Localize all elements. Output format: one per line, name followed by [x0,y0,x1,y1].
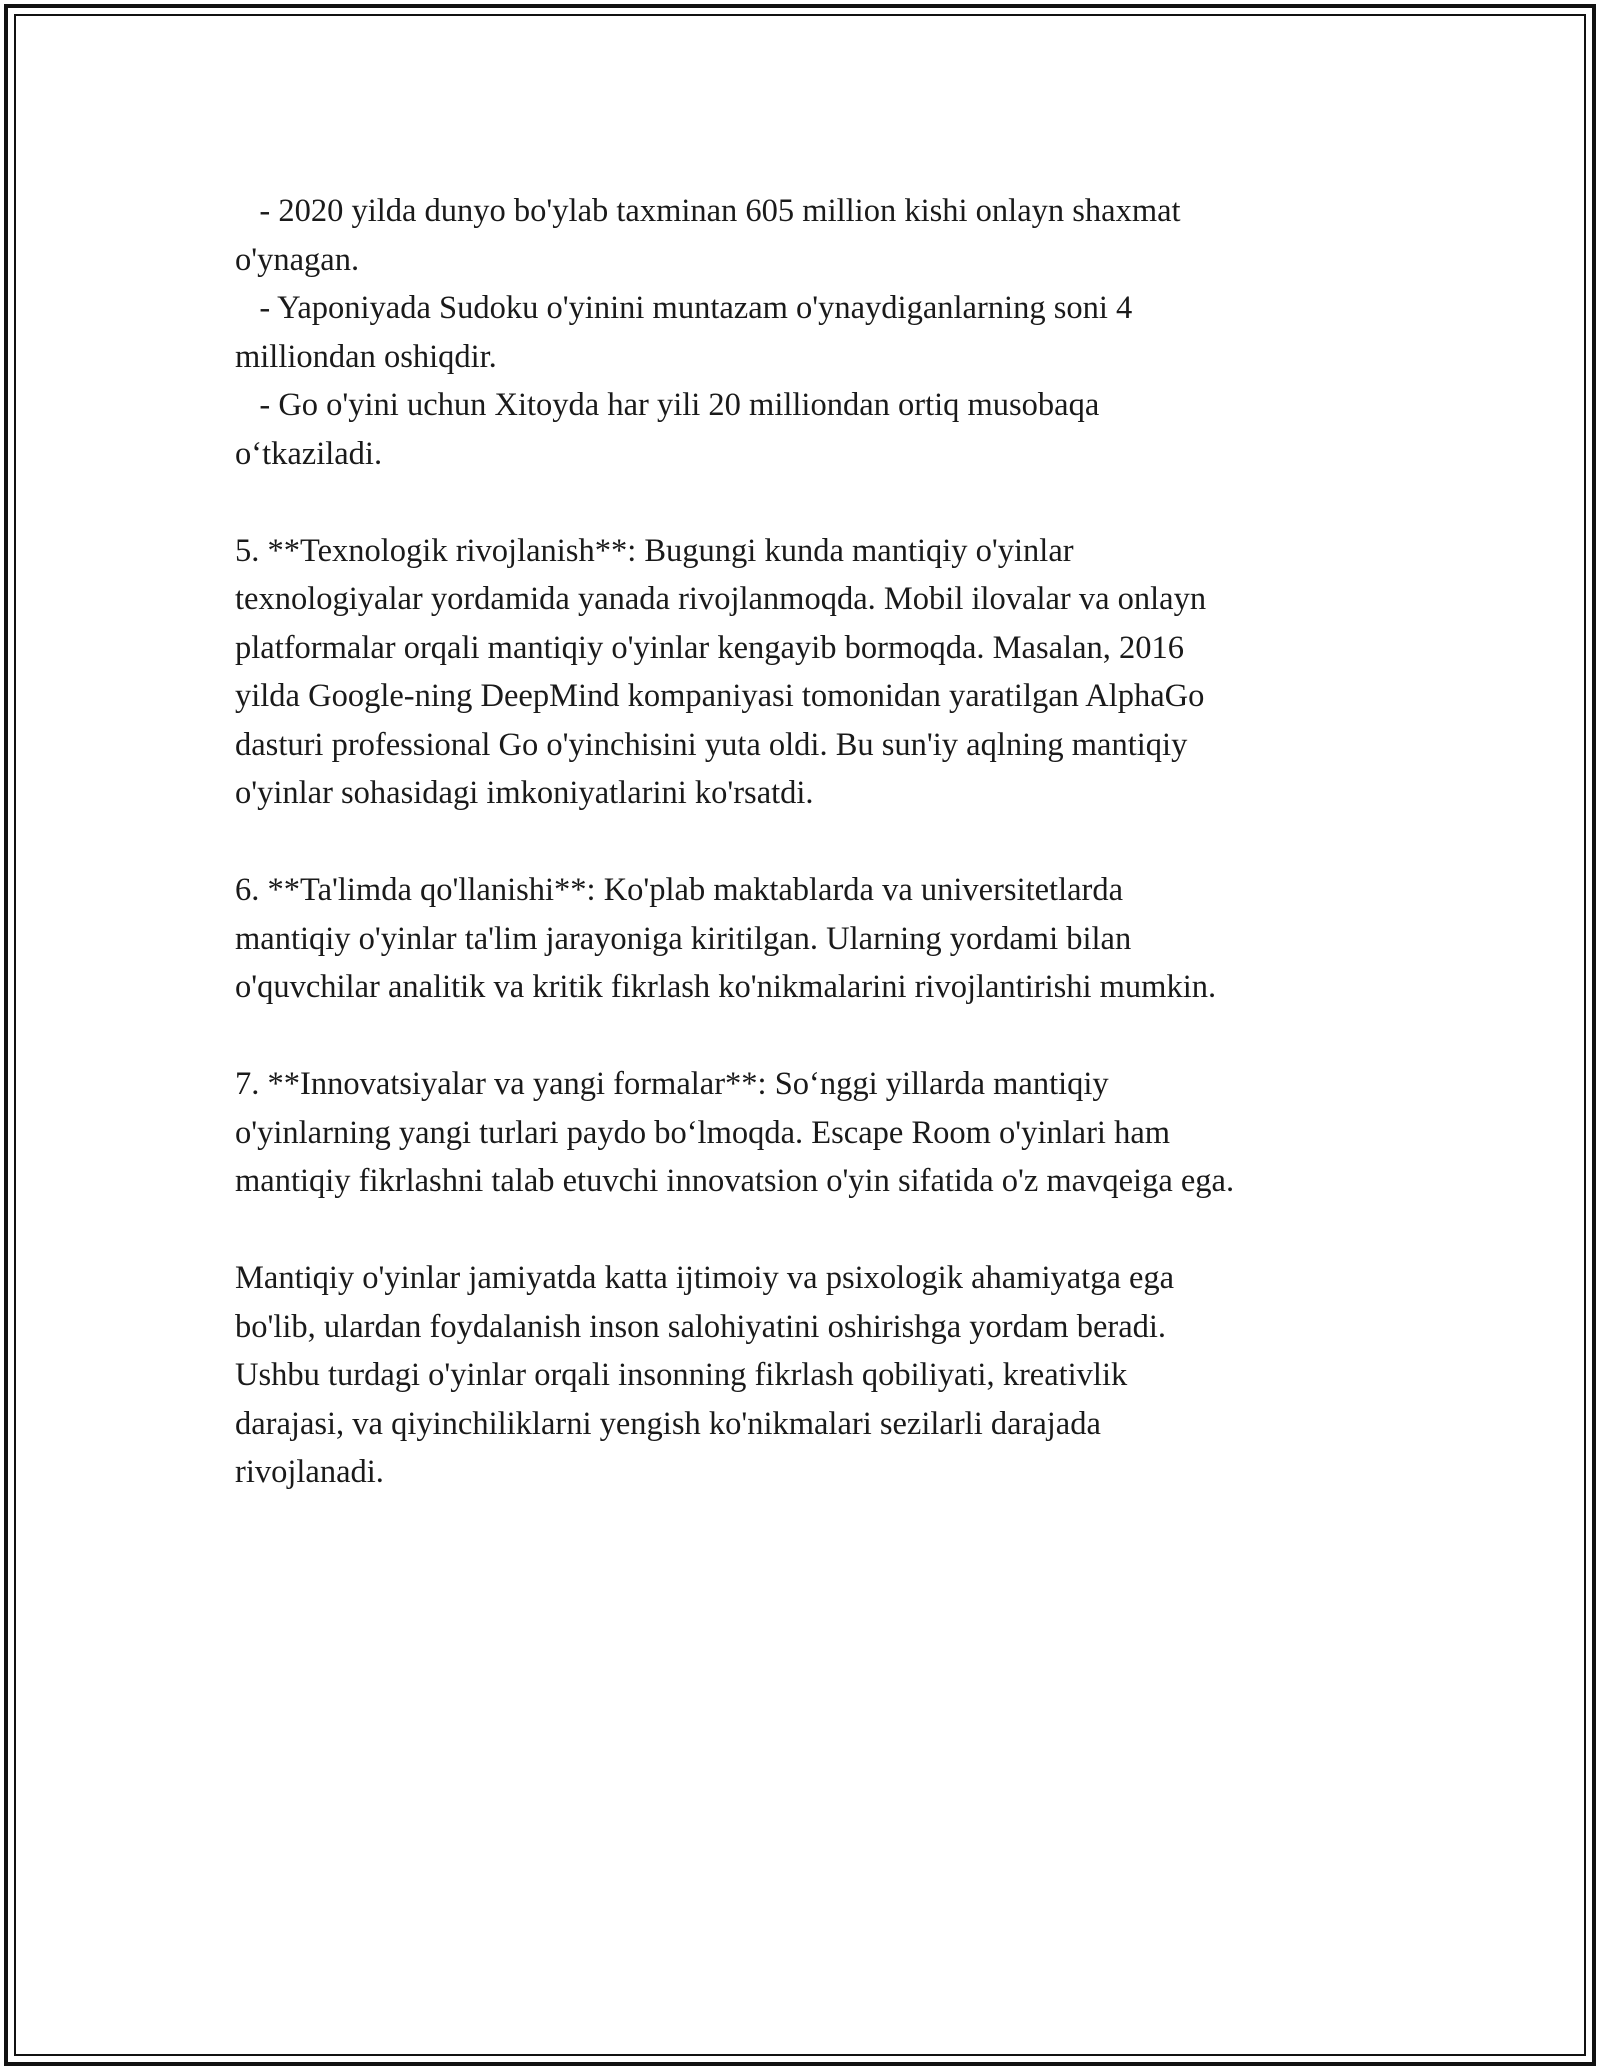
text-line: darajasi, va qiyinchiliklarni yengish ko'nikmalari sezilarli darajada [235,1405,1101,1442]
text-line: 6. **Ta'limda qo'llanishi**: Ko'plab maktablarda va universitetlarda [235,872,1124,908]
text-line: o'quvchilar analitik va kritik fikrlash ko'nikmalarini rivojlantirishi mumkin. [235,969,1217,1005]
section-technology [235,527,1395,818]
text-line: - 2020 yilda dunyo bo'ylab taxminan 605 million kishi onlayn shaxmat [235,193,1181,229]
section-innovations [235,1060,1395,1206]
document-body [235,187,1395,1497]
text-line: 7. **Innovatsiyalar va yangi formalar**: So‘nggi yillarda mantiqiy [235,1066,1109,1102]
text-line: Mantiqiy o'yinlar jamiyatda katta ijtimoiy va psixologik ahamiyatga ega [235,1260,1175,1296]
text-line: yilda Google-ning DeepMind kompaniyasi tomonidan yaratilgan AlphaGo [235,678,1205,714]
text-line: - Yaponiyada Sudoku o'yinini muntazam o'ynaydiganlarning soni 4 [235,290,1133,326]
text-line: milliondan oshiqdir. [235,338,497,375]
text-line: bo'lib, ulardan foydalanish inson salohiyatini oshirishga yordam beradi. [235,1308,1167,1345]
paragraph-gap [235,818,1395,867]
text-line: o‘tkaziladi. [235,435,383,472]
text-line: platformalar orqali mantiqiy o'yinlar kengayib bormoqda. Masalan, 2016 [235,629,1185,666]
text-line: mantiqiy fikrlashni talab etuvchi innovatsion o'yin sifatida o'z mavqeiga ega. [235,1163,1235,1199]
section-education [235,866,1395,1012]
paragraph-gap [235,1012,1395,1061]
text-line: mantiqiy o'yinlar ta'lim jarayoniga kiritilgan. Ularning yordami bilan [235,920,1132,957]
text-line: texnologiyalar yordamida yanada rivojlanmoqda. Mobil ilovalar va onlayn [235,581,1207,617]
paragraph-gap [235,478,1395,527]
text-line: o'yinlar sohasidagi imkoniyatlarini ko'rsatdi. [235,775,814,811]
paragraph-gap [235,1206,1395,1255]
text-line: o'ynagan. [235,241,360,278]
statistics-list [235,187,1395,478]
section-conclusion [235,1254,1395,1497]
text-line: dasturi professional Go o'yinchisini yuta oldi. Bu sun'iy aqlning mantiqiy [235,726,1188,763]
bullet-chess [235,187,1395,284]
text-line: o'yinlarning yangi turlari paydo bo‘lmoqda. Escape Room o'yinlari ham [235,1114,1171,1151]
bullet-sudoku [235,284,1395,381]
text-line: Ushbu turdagi o'yinlar orqali insonning fikrlash qobiliyati, kreativlik [235,1357,1128,1393]
bullet-go [235,381,1395,478]
text-line: - Go o'yini uchun Xitoyda har yili 20 milliondan ortiq musobaqa [235,387,1100,423]
text-line: rivojlanadi. [235,1454,384,1490]
text-line: 5. **Texnologik rivojlanish**: Bugungi kunda mantiqiy o'yinlar [235,532,1074,569]
